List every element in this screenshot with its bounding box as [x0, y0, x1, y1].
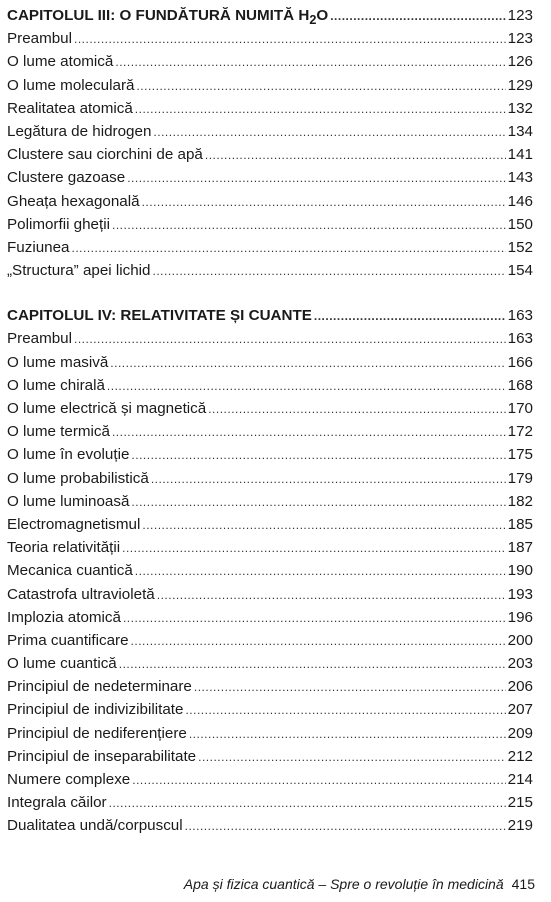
- entry-title: Principiul de nedeterminare: [7, 678, 192, 696]
- leader-dots: [314, 305, 506, 328]
- entry-title: Teoria relativității: [7, 539, 121, 557]
- page-number: 219: [507, 817, 533, 835]
- leader-dots: [330, 5, 505, 28]
- running-title: Apa și fizica cuantică – Spre o revoluție în medicină: [183, 876, 504, 892]
- leader-dots: [112, 214, 506, 237]
- leader-dots: [208, 398, 505, 421]
- toc-entry: [7, 559, 533, 582]
- leader-dots: [135, 560, 506, 583]
- page-number: 123: [507, 30, 533, 48]
- leader-dots: [189, 723, 506, 746]
- leader-dots: [153, 121, 505, 144]
- page-number: 123: [507, 7, 533, 24]
- leader-dots: [74, 28, 506, 51]
- toc-section-chapter-4: [7, 304, 533, 837]
- toc-entry: [7, 583, 533, 606]
- entry-title: Principiul de nediferențiere: [7, 724, 187, 742]
- page-number: 134: [507, 122, 533, 140]
- page-number: 172: [507, 423, 533, 441]
- leader-dots: [153, 260, 506, 283]
- page-number: 150: [507, 215, 533, 233]
- entry-title: Prima cuantificare: [7, 631, 129, 649]
- toc-entry: [7, 190, 533, 213]
- chapter-title: CAPITOLUL III: O FUNDĂTURĂ NUMITĂ $H_2O$: [7, 7, 329, 28]
- toc-entry: [7, 745, 533, 768]
- chapter-heading: [7, 4, 533, 27]
- page-number: 152: [507, 238, 533, 256]
- page-number: 154: [507, 262, 533, 280]
- page-number: 182: [507, 492, 533, 510]
- page-number: 196: [507, 608, 533, 626]
- toc-entry: [7, 629, 533, 652]
- toc-entry: [7, 97, 533, 120]
- entry-title: O lume chirală: [7, 376, 105, 394]
- leader-dots: [115, 51, 505, 74]
- page-number: 193: [507, 585, 533, 603]
- toc-entry: [7, 420, 533, 443]
- page-number: 132: [507, 99, 533, 117]
- leader-dots: [205, 144, 506, 167]
- page-number: 200: [507, 631, 533, 649]
- page-number: 215: [507, 794, 533, 812]
- leader-dots: [131, 630, 506, 653]
- entry-title: Clustere gazoase: [7, 169, 126, 187]
- leader-dots: [136, 75, 505, 98]
- leader-dots: [110, 352, 505, 375]
- entry-title: Gheața hexagonală: [7, 192, 140, 210]
- entry-title: „Structura” apei lichid: [7, 262, 151, 280]
- toc-entry: [7, 27, 533, 50]
- leader-dots: [123, 607, 506, 630]
- leader-dots: [185, 815, 506, 838]
- entry-title: O lume moleculară: [7, 76, 135, 94]
- leader-dots: [122, 537, 506, 560]
- page-number: 146: [507, 192, 533, 210]
- page-number: 143: [507, 169, 533, 187]
- chapter-title: CAPITOLUL IV: RELATIVITATE ȘI CUANTE: [7, 307, 312, 325]
- entry-title: O lume cuantică: [7, 655, 117, 673]
- toc-entry: [7, 374, 533, 397]
- entry-title: Preambul: [7, 30, 72, 48]
- entry-title: Electromagnetismul: [7, 515, 141, 533]
- toc-entries: [7, 327, 533, 837]
- toc-entry: [7, 236, 533, 259]
- toc-entry: [7, 490, 533, 513]
- leader-dots: [71, 237, 505, 260]
- page-number: 214: [507, 771, 533, 788]
- toc-entry: [7, 513, 533, 536]
- leader-dots: [135, 98, 506, 121]
- page-number: 163: [507, 330, 533, 348]
- entry-title: Principiul de inseparabilitate: [7, 747, 197, 765]
- leader-dots: [112, 421, 506, 444]
- leader-dots: [157, 584, 506, 607]
- footer-page-number: 415: [511, 876, 535, 892]
- toc-entry: [7, 443, 533, 466]
- leader-dots: [107, 375, 506, 398]
- chapter-heading: [7, 304, 533, 327]
- page-number: 207: [507, 701, 533, 719]
- entry-title: Principiul de indivizibilitate: [7, 701, 184, 719]
- entry-title: O lume luminoasă: [7, 492, 130, 510]
- leader-dots: [132, 769, 505, 792]
- entry-title: Clustere sau ciorchini de apă: [7, 146, 203, 164]
- page-number: 209: [507, 724, 533, 742]
- page-number: 206: [507, 678, 533, 696]
- toc-entry: [7, 120, 533, 143]
- entry-title: Legătura de hidrogen: [7, 122, 152, 140]
- toc-entry: [7, 536, 533, 559]
- entry-title: Polimorfii gheții: [7, 215, 110, 233]
- toc-entry: [7, 74, 533, 97]
- toc-entry: [7, 768, 533, 791]
- page-number: 185: [507, 515, 533, 533]
- entry-title: Integrala căilor: [7, 794, 107, 812]
- subscript: 2: [309, 13, 317, 28]
- entry-title: O lume electrică și magnetică: [7, 400, 207, 417]
- page-number: 175: [507, 446, 533, 464]
- page-number: 212: [507, 747, 533, 765]
- entry-title: O lume probabilistică: [7, 469, 149, 487]
- toc-entry: [7, 259, 533, 282]
- page-number: 126: [507, 53, 533, 71]
- page-number: 163: [507, 307, 533, 325]
- toc-entry: [7, 327, 533, 350]
- toc-entry: [7, 791, 533, 814]
- toc-entry: [7, 467, 533, 490]
- page-number: 179: [507, 469, 533, 487]
- leader-dots: [127, 167, 505, 190]
- toc-entry: [7, 652, 533, 675]
- page-number: 141: [507, 146, 533, 164]
- entry-title: Mecanica cuantică: [7, 562, 133, 580]
- leader-dots: [194, 676, 506, 699]
- leader-dots: [142, 514, 505, 537]
- entry-title: O lume în evoluție: [7, 446, 130, 464]
- entry-title: Fuziunea: [7, 238, 70, 256]
- page-number: 203: [507, 655, 533, 673]
- leader-dots: [109, 792, 506, 815]
- leader-dots: [131, 491, 505, 514]
- page-number: 170: [507, 400, 533, 417]
- entry-title: O lume masivă: [7, 353, 109, 371]
- entry-title: Catastrofa ultravioletă: [7, 585, 155, 603]
- leader-dots: [131, 444, 505, 467]
- toc-entries: [7, 27, 533, 282]
- page-number: 187: [507, 539, 533, 557]
- entry-title: Dualitatea undă/corpuscul: [7, 817, 183, 835]
- toc-entry: [7, 166, 533, 189]
- leader-dots: [151, 468, 506, 491]
- leader-dots: [142, 191, 506, 214]
- leader-dots: [74, 328, 506, 351]
- toc-section-chapter-3: [7, 4, 533, 282]
- toc-entry: [7, 698, 533, 721]
- page-number: 168: [507, 376, 533, 394]
- entry-title: Realitatea atomică: [7, 99, 133, 117]
- leader-dots: [198, 746, 506, 769]
- page-number: 190: [507, 562, 533, 580]
- entry-title: O lume atomică: [7, 53, 114, 71]
- toc-entry: [7, 606, 533, 629]
- toc-entry: [7, 814, 533, 837]
- toc-entry: [7, 675, 533, 698]
- leader-dots: [119, 653, 506, 676]
- entry-title: O lume termică: [7, 423, 110, 441]
- table-of-contents: [7, 4, 533, 838]
- toc-entry: [7, 143, 533, 166]
- entry-title: Preambul: [7, 330, 72, 348]
- page-number: 129: [507, 76, 533, 94]
- toc-entry: [7, 50, 533, 73]
- entry-title: Numere complexe: [7, 771, 131, 788]
- page-footer: [184, 876, 535, 892]
- toc-entry: [7, 397, 533, 420]
- toc-entry: [7, 722, 533, 745]
- toc-entry: [7, 351, 533, 374]
- page-number: 166: [507, 353, 533, 371]
- toc-entry: [7, 213, 533, 236]
- leader-dots: [185, 699, 505, 722]
- entry-title: Implozia atomică: [7, 608, 121, 626]
